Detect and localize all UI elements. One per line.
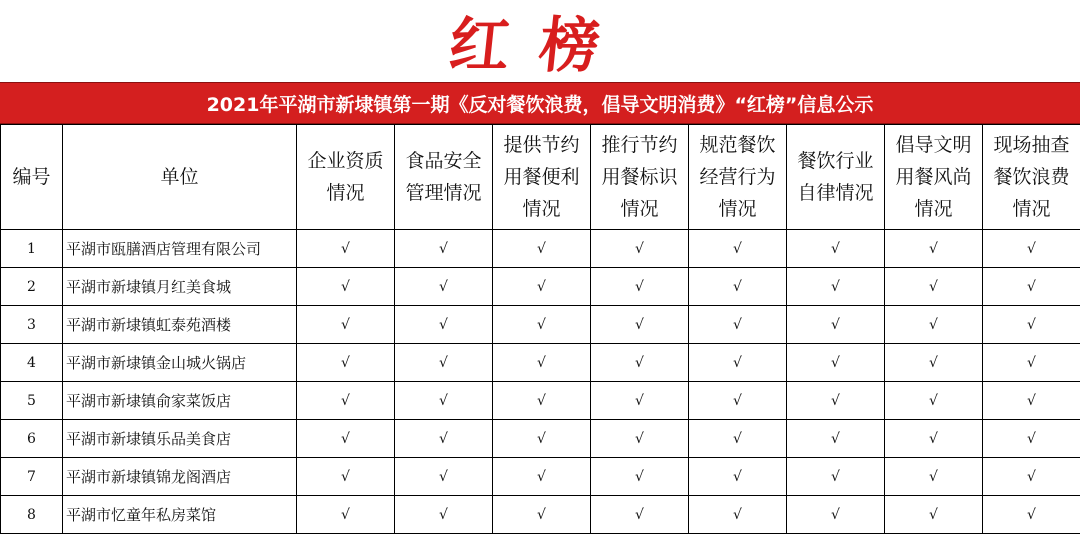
check-mark: √ — [689, 458, 787, 496]
check-mark: √ — [395, 458, 493, 496]
column-header: 餐饮行业 自律情况 — [787, 125, 885, 230]
column-header: 提供节约 用餐便利 情况 — [493, 125, 591, 230]
table-row — [1, 268, 1080, 306]
column-header: 推行节约 用餐标识 情况 — [591, 125, 689, 230]
check-mark: √ — [591, 306, 689, 344]
check-mark: √ — [787, 382, 885, 420]
check-mark: √ — [297, 306, 395, 344]
notice-banner: 2021年平湖市新埭镇第一期《反对餐饮浪费，倡导文明消费》“红榜”信息公示 — [0, 82, 1080, 124]
column-header: 食品安全 管理情况 — [395, 125, 493, 230]
check-mark: √ — [689, 420, 787, 458]
check-mark: √ — [787, 496, 885, 534]
unit-name: 平湖市新埭镇月红美食城 — [63, 268, 297, 306]
check-mark: √ — [689, 230, 787, 268]
table-row — [1, 382, 1080, 420]
unit-name: 平湖市新埭镇乐品美食店 — [63, 420, 297, 458]
check-mark: √ — [885, 382, 983, 420]
table-row — [1, 344, 1080, 382]
red-list-table — [0, 124, 1080, 534]
check-mark: √ — [983, 496, 1080, 534]
row-number: 3 — [1, 306, 63, 344]
check-mark: √ — [493, 420, 591, 458]
check-mark: √ — [787, 344, 885, 382]
check-mark: √ — [591, 458, 689, 496]
check-mark: √ — [395, 306, 493, 344]
check-mark: √ — [885, 496, 983, 534]
row-number: 5 — [1, 382, 63, 420]
check-mark: √ — [395, 382, 493, 420]
check-mark: √ — [395, 496, 493, 534]
column-header: 单位 — [63, 125, 297, 230]
row-number: 2 — [1, 268, 63, 306]
column-header: 倡导文明 用餐风尚 情况 — [885, 125, 983, 230]
check-mark: √ — [983, 344, 1080, 382]
check-mark: √ — [787, 268, 885, 306]
check-mark: √ — [591, 230, 689, 268]
check-mark: √ — [297, 344, 395, 382]
check-mark: √ — [395, 420, 493, 458]
check-mark: √ — [395, 344, 493, 382]
column-header: 企业资质 情况 — [297, 125, 395, 230]
check-mark: √ — [689, 268, 787, 306]
unit-name: 平湖市新埭镇金山城火锅店 — [63, 344, 297, 382]
check-mark: √ — [787, 458, 885, 496]
check-mark: √ — [983, 382, 1080, 420]
check-mark: √ — [983, 458, 1080, 496]
check-mark: √ — [395, 268, 493, 306]
page-title: 红榜 — [0, 0, 1080, 82]
check-mark: √ — [297, 458, 395, 496]
check-mark: √ — [591, 382, 689, 420]
check-mark: √ — [493, 306, 591, 344]
table-row — [1, 458, 1080, 496]
check-mark: √ — [591, 496, 689, 534]
unit-name: 平湖市忆童年私房菜馆 — [63, 496, 297, 534]
table-row — [1, 230, 1080, 268]
check-mark: √ — [983, 230, 1080, 268]
column-header: 规范餐饮 经营行为 情况 — [689, 125, 787, 230]
table-header-row — [1, 125, 1080, 230]
unit-name: 平湖市新埭镇俞家菜饭店 — [63, 382, 297, 420]
check-mark: √ — [787, 230, 885, 268]
unit-name: 平湖市瓯膳酒店管理有限公司 — [63, 230, 297, 268]
check-mark: √ — [297, 420, 395, 458]
check-mark: √ — [493, 344, 591, 382]
check-mark: √ — [885, 344, 983, 382]
table-row — [1, 420, 1080, 458]
row-number: 6 — [1, 420, 63, 458]
unit-name: 平湖市新埭镇锦龙阁酒店 — [63, 458, 297, 496]
check-mark: √ — [493, 382, 591, 420]
column-header: 编号 — [1, 125, 63, 230]
check-mark: √ — [983, 420, 1080, 458]
check-mark: √ — [297, 230, 395, 268]
check-mark: √ — [885, 420, 983, 458]
check-mark: √ — [787, 306, 885, 344]
check-mark: √ — [297, 382, 395, 420]
check-mark: √ — [493, 230, 591, 268]
column-header: 现场抽查 餐饮浪费 情况 — [983, 125, 1080, 230]
check-mark: √ — [493, 268, 591, 306]
check-mark: √ — [297, 268, 395, 306]
check-mark: √ — [885, 458, 983, 496]
check-mark: √ — [689, 496, 787, 534]
check-mark: √ — [787, 420, 885, 458]
check-mark: √ — [395, 230, 493, 268]
check-mark: √ — [983, 306, 1080, 344]
check-mark: √ — [689, 306, 787, 344]
table-row — [1, 496, 1080, 534]
check-mark: √ — [689, 344, 787, 382]
check-mark: √ — [885, 306, 983, 344]
row-number: 1 — [1, 230, 63, 268]
check-mark: √ — [689, 382, 787, 420]
check-mark: √ — [591, 420, 689, 458]
unit-name: 平湖市新埭镇虹泰苑酒楼 — [63, 306, 297, 344]
check-mark: √ — [493, 458, 591, 496]
check-mark: √ — [493, 496, 591, 534]
row-number: 8 — [1, 496, 63, 534]
table-row — [1, 306, 1080, 344]
check-mark: √ — [983, 268, 1080, 306]
row-number: 4 — [1, 344, 63, 382]
check-mark: √ — [885, 268, 983, 306]
check-mark: √ — [885, 230, 983, 268]
table-body — [1, 230, 1080, 534]
check-mark: √ — [591, 344, 689, 382]
row-number: 7 — [1, 458, 63, 496]
check-mark: √ — [591, 268, 689, 306]
check-mark: √ — [297, 496, 395, 534]
